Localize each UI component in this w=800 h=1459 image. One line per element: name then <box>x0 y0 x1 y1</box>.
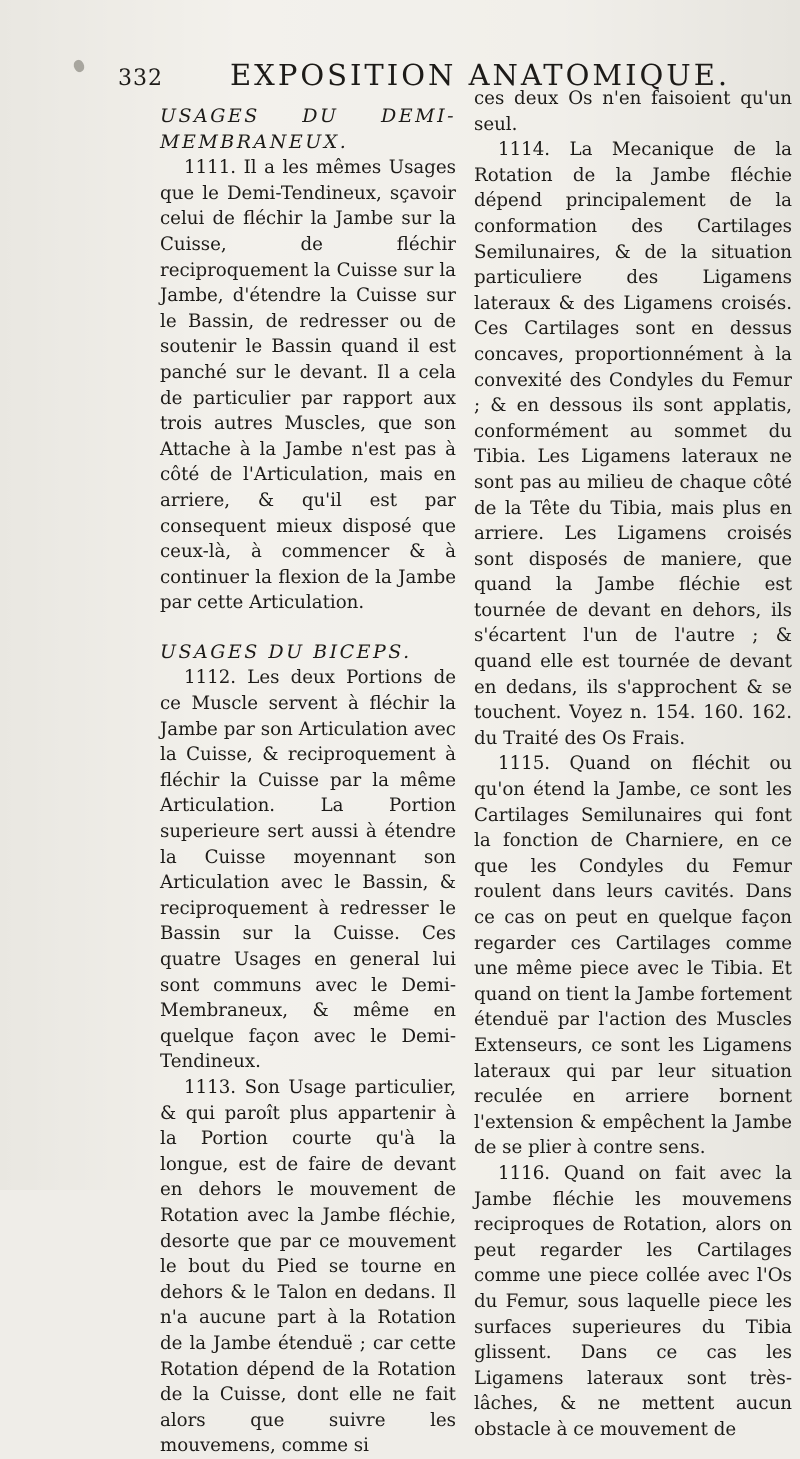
ink-smudge <box>72 58 87 73</box>
heading-demi-membraneux: USAGES DU DEMI-MEMBRANEUX. <box>160 105 456 153</box>
right-column <box>474 86 792 1442</box>
paragraph-1115: 1115. Quand on fléchit ou qu'on étend la Jambe, ce sont les Cartilages Semilunaires qui font la fonction de Charniere, en ce que les Condyles du Femur roulent dans leurs cavités. Dans ce cas on peut en quelque façon regarder ces Cartilages comme une même piece avec le Tibia. Et quand on tient la Jambe fortement étenduë par l'action des Muscles Extenseurs, ce sont les Ligamens lateraux qui par leur situation reculée en arriere bornent l'extension & empêchent la Jambe de se plier à contre sens. <box>474 753 792 1159</box>
running-title: EXPOSITION ANATOMIQUE. <box>230 58 731 92</box>
paragraph-continued: ces deux Os n'en faisoient qu'un seul. <box>474 88 792 135</box>
paragraph-1111: 1111. Il a les mêmes Usages que le Demi-Tendineux, sçavoir celui de fléchir la Jambe sur la Cuisse, de fléchir reciproquement la Cuisse sur la Jambe, d'étendre la Cuisse sur le Bassin, de redresser ou de soutenir le Bassin quand il est panché sur le devant. Il a cela de particulier par rapport aux trois autres Muscles, que son Attache à la Jambe n'est pas à côté de l'Articulation, mais en arriere, & qu'il est par consequent mieux disposé que ceux-là, à commencer & à continuer la flexion de la Jambe par cette Articulation. <box>160 157 456 614</box>
paragraph-1113: 1113. Son Usage particulier, & qui paroît plus appartenir à la Portion courte qu'à la longue, est de faire de devant en dehors le mouvement de Rotation avec la Jambe fléchie, desorte que par ce mouvement le bout du Pied se tourne en dehors & le Talon en dedans. Il n'a aucune part à la Rotation de la Jambe étenduë ; car cette Rotation dépend de la Rotation de la Cuisse, dont elle ne fait alors que suivre les mouvemens, comme si <box>160 1076 456 1457</box>
paragraph-1116: 1116. Quand on fait avec la Jambe fléchie les mouvemens reciproques de Rotation, alors on peut regarder les Cartilages comme une piece collée avec l'Os du Femur, sous laquelle piece les surfaces superieures du Tibia glissent. Dans ce cas les Ligamens lateraux sont très-lâches, & ne mettent aucun obstacle à ce mouvement de <box>474 1162 792 1440</box>
paragraph-1112: 1112. Les deux Portions de ce Muscle servent à fléchir la Jambe par son Articulation avec la Cuisse, & reciproquement à fléchir la Cuisse par la même Articulation. La Portion superieure sert aussi à étendre la Cuisse moyennant son Articulation avec le Bassin, & reciproquement à redresser le Bassin sur la Cuisse. Ces quatre Usages en general lui sont communs avec le Demi-Membraneux, & même en quelque façon avec le Demi-Tendineux. <box>160 667 456 1073</box>
paragraph-1114: 1114. La Mecanique de la Rotation de la Jambe fléchie dépend principalement de la conformation des Cartilages Semilunaires, & de la situation particuliere des Ligamens lateraux & des Ligamens croisés. Ces Cartilages sont en dessus concaves, proportionnément à la convexité des Condyles du Femur ; & en dessous ils sont applatis, conformément au sommet du Tibia. Les Ligamens lateraux ne sont pas au milieu de chaque côté de la Tête du Tibia, mais plus en arriere. Les Ligamens croisés sont disposés de maniere, que quand la Jambe fléchie est tournée de devant en dehors, ils s'écartent l'un de l'autre ; & quand elle est tournée de devant en dedans, ils s'approchent & se touchent. Voyez n. 154. 160. 162. du Traité des Os Frais. <box>474 139 792 749</box>
left-column <box>160 104 456 1459</box>
page-number: 332 <box>118 66 163 91</box>
heading-biceps: USAGES DU BICEPS. <box>160 640 412 663</box>
